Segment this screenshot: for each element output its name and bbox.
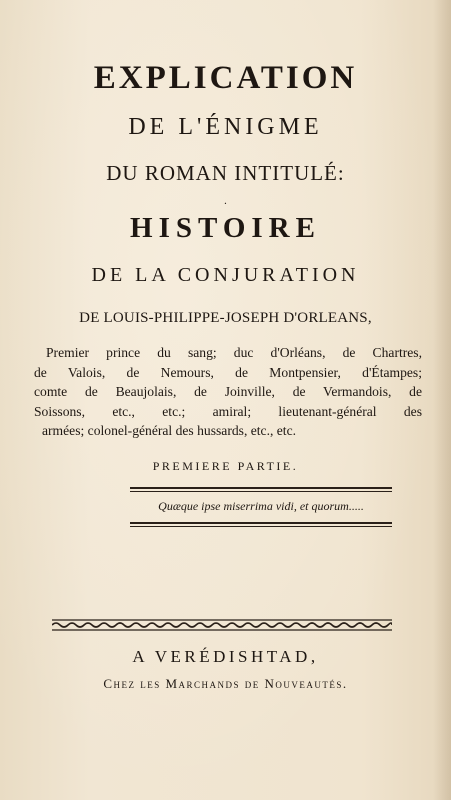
imprint-place: A VERÉDISHTAD,: [132, 647, 319, 666]
titles-line-3: comte de Beaujolais, de Joinville, de Vermandois, de: [34, 384, 422, 400]
ornamental-rule: [52, 618, 392, 632]
part-heading: PREMIERE PARTIE.: [152, 459, 299, 473]
ornament-dot: ·: [223, 199, 228, 210]
title-de-la-conjuration: DE LA CONJURATION: [91, 264, 360, 286]
title-de-l-enigme: DE L'ÉNIGME: [128, 114, 323, 140]
title-explication: EXPLICATION: [93, 60, 358, 96]
imprint-printer: Chez les Marchands de Nouveautés.: [103, 676, 348, 691]
titles-line-4: Soissons, etc., etc.; amiral; lieutenant-général des: [34, 403, 422, 419]
epigraph: Quæque ipse miserrima vidi, et quorum.....: [158, 499, 364, 513]
epigraph-rule-bottom: [130, 522, 392, 524]
titles-paragraph: [34, 343, 422, 441]
titles-line-5: armées; colonel-général des hussards, etc., etc.: [42, 423, 297, 439]
titles-line-2: de Valois, de Nemours, de Montpensier, d'Étampes;: [34, 364, 422, 380]
titles-line-1: Premier prince du sang; duc d'Orléans, de Chartres,: [46, 345, 422, 360]
title-du-roman-intitule: DU ROMAN INTITULÉ:: [106, 161, 345, 185]
epigraph-rule-top: [130, 487, 392, 489]
title-louis-philippe: DE LOUIS-PHILIPPE-JOSEPH D'ORLEANS,: [79, 310, 372, 326]
title-histoire: HISTOIRE: [130, 212, 321, 244]
